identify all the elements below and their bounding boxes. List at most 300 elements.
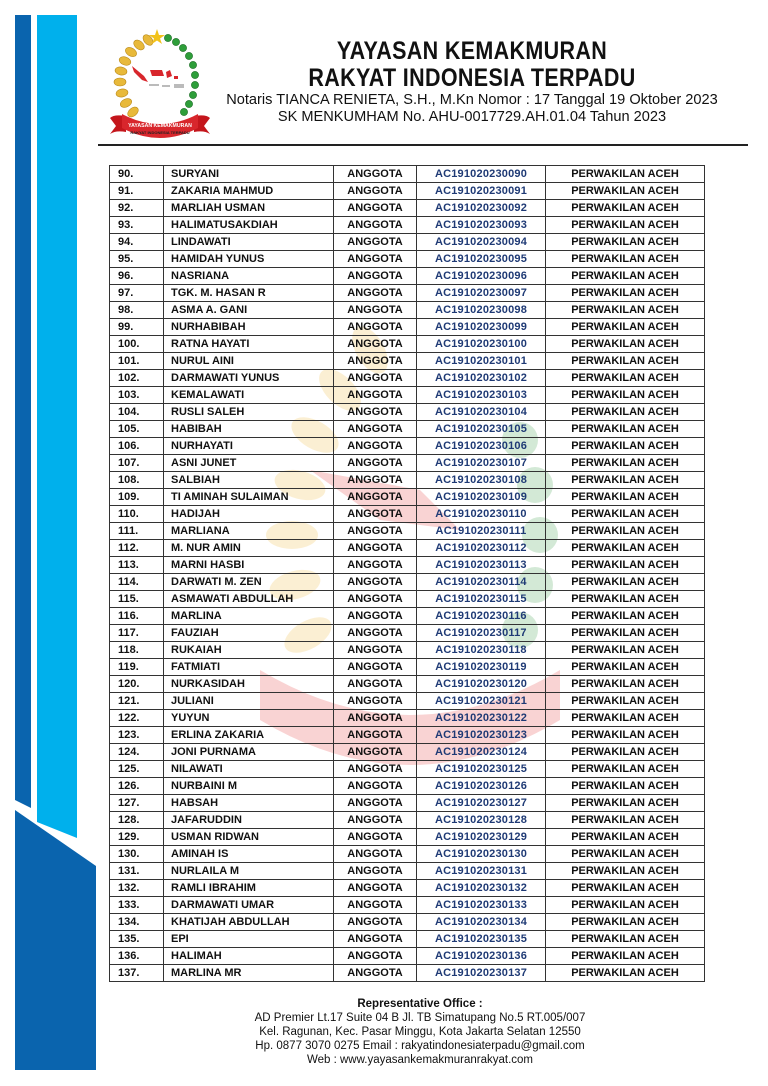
member-role: ANGGOTA bbox=[334, 574, 417, 591]
member-id: AC191020230118 bbox=[417, 642, 546, 659]
member-id: AC191020230124 bbox=[417, 744, 546, 761]
member-region: PERWAKILAN ACEH bbox=[546, 574, 705, 591]
row-number: 137. bbox=[110, 965, 164, 982]
member-id: AC191020230100 bbox=[417, 336, 546, 353]
member-id: AC191020230122 bbox=[417, 710, 546, 727]
table-row bbox=[110, 183, 705, 200]
table-row bbox=[110, 778, 705, 795]
member-role: ANGGOTA bbox=[334, 370, 417, 387]
member-region: PERWAKILAN ACEH bbox=[546, 472, 705, 489]
member-role: ANGGOTA bbox=[334, 693, 417, 710]
member-name: HABIBAH bbox=[164, 421, 334, 438]
member-region: PERWAKILAN ACEH bbox=[546, 659, 705, 676]
member-name: HALIMATUSAKDIAH bbox=[164, 217, 334, 234]
member-region: PERWAKILAN ACEH bbox=[546, 761, 705, 778]
row-number: 128. bbox=[110, 812, 164, 829]
row-number: 101. bbox=[110, 353, 164, 370]
member-role: ANGGOTA bbox=[334, 387, 417, 404]
table-row bbox=[110, 659, 705, 676]
table-row bbox=[110, 880, 705, 897]
table-row bbox=[110, 608, 705, 625]
member-role: ANGGOTA bbox=[334, 438, 417, 455]
table-row bbox=[110, 217, 705, 234]
member-name: DARMAWATI UMAR bbox=[164, 897, 334, 914]
row-number: 127. bbox=[110, 795, 164, 812]
member-region: PERWAKILAN ACEH bbox=[546, 217, 705, 234]
member-id: AC191020230121 bbox=[417, 693, 546, 710]
member-region: PERWAKILAN ACEH bbox=[546, 285, 705, 302]
member-role: ANGGOTA bbox=[334, 489, 417, 506]
member-region: PERWAKILAN ACEH bbox=[546, 302, 705, 319]
row-number: 126. bbox=[110, 778, 164, 795]
member-role: ANGGOTA bbox=[334, 557, 417, 574]
member-name: RUKAIAH bbox=[164, 642, 334, 659]
row-number: 136. bbox=[110, 948, 164, 965]
member-region: PERWAKILAN ACEH bbox=[546, 744, 705, 761]
member-id: AC191020230120 bbox=[417, 676, 546, 693]
member-name: NILAWATI bbox=[164, 761, 334, 778]
row-number: 90. bbox=[110, 166, 164, 183]
member-role: ANGGOTA bbox=[334, 710, 417, 727]
member-region: PERWAKILAN ACEH bbox=[546, 591, 705, 608]
table-row bbox=[110, 506, 705, 523]
row-number: 120. bbox=[110, 676, 164, 693]
member-role: ANGGOTA bbox=[334, 336, 417, 353]
table-row bbox=[110, 863, 705, 880]
member-name: HABSAH bbox=[164, 795, 334, 812]
member-role: ANGGOTA bbox=[334, 795, 417, 812]
member-id: AC191020230129 bbox=[417, 829, 546, 846]
member-region: PERWAKILAN ACEH bbox=[546, 557, 705, 574]
member-id: AC191020230133 bbox=[417, 897, 546, 914]
table-row bbox=[110, 251, 705, 268]
member-name: MARLIAH USMAN bbox=[164, 200, 334, 217]
member-name: MARLIANA bbox=[164, 523, 334, 540]
member-role: ANGGOTA bbox=[334, 523, 417, 540]
row-number: 119. bbox=[110, 659, 164, 676]
member-role: ANGGOTA bbox=[334, 829, 417, 846]
row-number: 124. bbox=[110, 744, 164, 761]
table-row bbox=[110, 370, 705, 387]
row-number: 105. bbox=[110, 421, 164, 438]
member-name: SURYANI bbox=[164, 166, 334, 183]
member-role: ANGGOTA bbox=[334, 880, 417, 897]
member-region: PERWAKILAN ACEH bbox=[546, 931, 705, 948]
member-region: PERWAKILAN ACEH bbox=[546, 608, 705, 625]
table-row bbox=[110, 693, 705, 710]
member-id: AC191020230103 bbox=[417, 387, 546, 404]
row-number: 134. bbox=[110, 914, 164, 931]
member-region: PERWAKILAN ACEH bbox=[546, 489, 705, 506]
member-role: ANGGOTA bbox=[334, 285, 417, 302]
row-number: 103. bbox=[110, 387, 164, 404]
member-id: AC191020230134 bbox=[417, 914, 546, 931]
member-id: AC191020230099 bbox=[417, 319, 546, 336]
member-id: AC191020230136 bbox=[417, 948, 546, 965]
member-name: M. NUR AMIN bbox=[164, 540, 334, 557]
member-region: PERWAKILAN ACEH bbox=[546, 200, 705, 217]
member-name: KHATIJAH ABDULLAH bbox=[164, 914, 334, 931]
member-role: ANGGOTA bbox=[334, 251, 417, 268]
member-id: AC191020230102 bbox=[417, 370, 546, 387]
member-id: AC191020230091 bbox=[417, 183, 546, 200]
foundation-emblem-icon bbox=[104, 26, 216, 142]
member-role: ANGGOTA bbox=[334, 608, 417, 625]
table-row bbox=[110, 472, 705, 489]
table-row bbox=[110, 319, 705, 336]
table-row bbox=[110, 846, 705, 863]
table-row bbox=[110, 540, 705, 557]
table-row bbox=[110, 404, 705, 421]
row-number: 108. bbox=[110, 472, 164, 489]
table-row bbox=[110, 166, 705, 183]
table-row bbox=[110, 557, 705, 574]
row-number: 109. bbox=[110, 489, 164, 506]
member-name: NURHAYATI bbox=[164, 438, 334, 455]
member-name: MARLINA bbox=[164, 608, 334, 625]
member-name: DARMAWATI YUNUS bbox=[164, 370, 334, 387]
row-number: 93. bbox=[110, 217, 164, 234]
member-region: PERWAKILAN ACEH bbox=[546, 166, 705, 183]
row-number: 113. bbox=[110, 557, 164, 574]
member-region: PERWAKILAN ACEH bbox=[546, 251, 705, 268]
member-id: AC191020230097 bbox=[417, 285, 546, 302]
member-id: AC191020230128 bbox=[417, 812, 546, 829]
member-name: NURHABIBAH bbox=[164, 319, 334, 336]
member-name: NURLAILA M bbox=[164, 863, 334, 880]
table-row bbox=[110, 625, 705, 642]
member-region: PERWAKILAN ACEH bbox=[546, 948, 705, 965]
member-name: MARLINA MR bbox=[164, 965, 334, 982]
member-role: ANGGOTA bbox=[334, 472, 417, 489]
member-id: AC191020230131 bbox=[417, 863, 546, 880]
table-row bbox=[110, 948, 705, 965]
row-number: 115. bbox=[110, 591, 164, 608]
svg-text:YAYASAN KEMAKMURAN: YAYASAN KEMAKMURAN bbox=[128, 123, 192, 129]
row-number: 133. bbox=[110, 897, 164, 914]
member-region: PERWAKILAN ACEH bbox=[546, 880, 705, 897]
member-role: ANGGOTA bbox=[334, 625, 417, 642]
member-id: AC191020230092 bbox=[417, 200, 546, 217]
member-role: ANGGOTA bbox=[334, 183, 417, 200]
row-number: 121. bbox=[110, 693, 164, 710]
member-name: FAUZIAH bbox=[164, 625, 334, 642]
member-id: AC191020230125 bbox=[417, 761, 546, 778]
member-name: JONI PURNAMA bbox=[164, 744, 334, 761]
row-number: 132. bbox=[110, 880, 164, 897]
member-region: PERWAKILAN ACEH bbox=[546, 778, 705, 795]
member-name: NURBAINI M bbox=[164, 778, 334, 795]
org-name-line2: RAKYAT INDONESIA TERPADU bbox=[308, 64, 636, 92]
row-number: 106. bbox=[110, 438, 164, 455]
member-region: PERWAKILAN ACEH bbox=[546, 625, 705, 642]
member-name: JULIANI bbox=[164, 693, 334, 710]
letterhead-header bbox=[222, 38, 722, 126]
member-id: AC191020230112 bbox=[417, 540, 546, 557]
member-table bbox=[109, 165, 705, 982]
row-number: 123. bbox=[110, 727, 164, 744]
member-id: AC191020230126 bbox=[417, 778, 546, 795]
table-row bbox=[110, 523, 705, 540]
member-id: AC191020230096 bbox=[417, 268, 546, 285]
member-role: ANGGOTA bbox=[334, 676, 417, 693]
member-id: AC191020230130 bbox=[417, 846, 546, 863]
member-id: AC191020230115 bbox=[417, 591, 546, 608]
row-number: 91. bbox=[110, 183, 164, 200]
member-region: PERWAKILAN ACEH bbox=[546, 523, 705, 540]
member-role: ANGGOTA bbox=[334, 234, 417, 251]
member-region: PERWAKILAN ACEH bbox=[546, 183, 705, 200]
member-role: ANGGOTA bbox=[334, 591, 417, 608]
row-number: 131. bbox=[110, 863, 164, 880]
table-row bbox=[110, 710, 705, 727]
footer-title: Representative Office : bbox=[357, 998, 483, 1010]
table-row bbox=[110, 744, 705, 761]
row-number: 99. bbox=[110, 319, 164, 336]
table-row bbox=[110, 642, 705, 659]
member-role: ANGGOTA bbox=[334, 931, 417, 948]
member-region: PERWAKILAN ACEH bbox=[546, 336, 705, 353]
row-number: 118. bbox=[110, 642, 164, 659]
row-number: 112. bbox=[110, 540, 164, 557]
row-number: 97. bbox=[110, 285, 164, 302]
member-region: PERWAKILAN ACEH bbox=[546, 829, 705, 846]
row-number: 100. bbox=[110, 336, 164, 353]
member-role: ANGGOTA bbox=[334, 897, 417, 914]
member-id: AC191020230108 bbox=[417, 472, 546, 489]
member-region: PERWAKILAN ACEH bbox=[546, 693, 705, 710]
table-row bbox=[110, 489, 705, 506]
member-name: AMINAH IS bbox=[164, 846, 334, 863]
member-role: ANGGOTA bbox=[334, 404, 417, 421]
member-role: ANGGOTA bbox=[334, 914, 417, 931]
member-name: RUSLI SALEH bbox=[164, 404, 334, 421]
member-region: PERWAKILAN ACEH bbox=[546, 404, 705, 421]
member-role: ANGGOTA bbox=[334, 642, 417, 659]
table-row bbox=[110, 302, 705, 319]
member-id: AC191020230107 bbox=[417, 455, 546, 472]
member-name: NASRIANA bbox=[164, 268, 334, 285]
member-role: ANGGOTA bbox=[334, 302, 417, 319]
member-name: FATMIATI bbox=[164, 659, 334, 676]
member-id: AC191020230132 bbox=[417, 880, 546, 897]
member-region: PERWAKILAN ACEH bbox=[546, 642, 705, 659]
member-role: ANGGOTA bbox=[334, 506, 417, 523]
member-name: TI AMINAH SULAIMAN bbox=[164, 489, 334, 506]
member-name: HAMIDAH YUNUS bbox=[164, 251, 334, 268]
member-role: ANGGOTA bbox=[334, 421, 417, 438]
member-name: USMAN RIDWAN bbox=[164, 829, 334, 846]
member-region: PERWAKILAN ACEH bbox=[546, 421, 705, 438]
row-number: 107. bbox=[110, 455, 164, 472]
member-name: RAMLI IBRAHIM bbox=[164, 880, 334, 897]
row-number: 125. bbox=[110, 761, 164, 778]
member-region: PERWAKILAN ACEH bbox=[546, 846, 705, 863]
member-id: AC191020230127 bbox=[417, 795, 546, 812]
table-row bbox=[110, 353, 705, 370]
member-id: AC191020230114 bbox=[417, 574, 546, 591]
row-number: 110. bbox=[110, 506, 164, 523]
table-row bbox=[110, 812, 705, 829]
row-number: 94. bbox=[110, 234, 164, 251]
member-role: ANGGOTA bbox=[334, 812, 417, 829]
member-role: ANGGOTA bbox=[334, 353, 417, 370]
member-name: ASNI JUNET bbox=[164, 455, 334, 472]
member-role: ANGGOTA bbox=[334, 166, 417, 183]
header-divider bbox=[98, 144, 748, 146]
member-region: PERWAKILAN ACEH bbox=[546, 387, 705, 404]
org-name-line1: YAYASAN KEMAKMURAN bbox=[336, 37, 608, 65]
table-row bbox=[110, 438, 705, 455]
row-number: 104. bbox=[110, 404, 164, 421]
member-region: PERWAKILAN ACEH bbox=[546, 319, 705, 336]
table-row bbox=[110, 387, 705, 404]
member-id: AC191020230109 bbox=[417, 489, 546, 506]
table-row bbox=[110, 268, 705, 285]
member-role: ANGGOTA bbox=[334, 659, 417, 676]
member-id: AC191020230113 bbox=[417, 557, 546, 574]
member-region: PERWAKILAN ACEH bbox=[546, 268, 705, 285]
member-name: ASMAWATI ABDULLAH bbox=[164, 591, 334, 608]
member-region: PERWAKILAN ACEH bbox=[546, 812, 705, 829]
member-role: ANGGOTA bbox=[334, 965, 417, 982]
table-row bbox=[110, 829, 705, 846]
member-region: PERWAKILAN ACEH bbox=[546, 965, 705, 982]
member-name: DARWATI M. ZEN bbox=[164, 574, 334, 591]
member-region: PERWAKILAN ACEH bbox=[546, 540, 705, 557]
table-row bbox=[110, 965, 705, 982]
table-row bbox=[110, 336, 705, 353]
member-region: PERWAKILAN ACEH bbox=[546, 914, 705, 931]
table-row bbox=[110, 574, 705, 591]
table-row bbox=[110, 727, 705, 744]
member-region: PERWAKILAN ACEH bbox=[546, 897, 705, 914]
row-number: 96. bbox=[110, 268, 164, 285]
row-number: 95. bbox=[110, 251, 164, 268]
member-region: PERWAKILAN ACEH bbox=[546, 676, 705, 693]
member-region: PERWAKILAN ACEH bbox=[546, 863, 705, 880]
table-row bbox=[110, 285, 705, 302]
member-role: ANGGOTA bbox=[334, 846, 417, 863]
member-role: ANGGOTA bbox=[334, 863, 417, 880]
member-region: PERWAKILAN ACEH bbox=[546, 795, 705, 812]
member-role: ANGGOTA bbox=[334, 761, 417, 778]
member-role: ANGGOTA bbox=[334, 778, 417, 795]
member-name: ZAKARIA MAHMUD bbox=[164, 183, 334, 200]
table-row bbox=[110, 200, 705, 217]
member-id: AC191020230106 bbox=[417, 438, 546, 455]
member-id: AC191020230137 bbox=[417, 965, 546, 982]
member-name: KEMALAWATI bbox=[164, 387, 334, 404]
member-role: ANGGOTA bbox=[334, 200, 417, 217]
member-role: ANGGOTA bbox=[334, 455, 417, 472]
letterhead-footer bbox=[220, 997, 620, 1067]
member-id: AC191020230116 bbox=[417, 608, 546, 625]
member-id: AC191020230119 bbox=[417, 659, 546, 676]
member-id: AC191020230094 bbox=[417, 234, 546, 251]
table-row bbox=[110, 795, 705, 812]
row-number: 122. bbox=[110, 710, 164, 727]
table-row bbox=[110, 931, 705, 948]
member-region: PERWAKILAN ACEH bbox=[546, 370, 705, 387]
member-name: LINDAWATI bbox=[164, 234, 334, 251]
member-name: ASMA A. GANI bbox=[164, 302, 334, 319]
member-name: RATNA HAYATI bbox=[164, 336, 334, 353]
row-number: 114. bbox=[110, 574, 164, 591]
row-number: 129. bbox=[110, 829, 164, 846]
member-name: ERLINA ZAKARIA bbox=[164, 727, 334, 744]
member-name: SALBIAH bbox=[164, 472, 334, 489]
member-region: PERWAKILAN ACEH bbox=[546, 455, 705, 472]
member-region: PERWAKILAN ACEH bbox=[546, 353, 705, 370]
member-id: AC191020230135 bbox=[417, 931, 546, 948]
member-name: JAFARUDDIN bbox=[164, 812, 334, 829]
member-name: HALIMAH bbox=[164, 948, 334, 965]
table-row bbox=[110, 761, 705, 778]
member-id: AC191020230095 bbox=[417, 251, 546, 268]
member-role: ANGGOTA bbox=[334, 217, 417, 234]
row-number: 98. bbox=[110, 302, 164, 319]
member-role: ANGGOTA bbox=[334, 948, 417, 965]
footer-web-line: Web : www.yayasankemakmuranrakyat.com bbox=[306, 1054, 534, 1066]
row-number: 116. bbox=[110, 608, 164, 625]
member-id: AC191020230105 bbox=[417, 421, 546, 438]
svg-text:RAKYAT INDONESIA TERPADU: RAKYAT INDONESIA TERPADU bbox=[130, 130, 190, 135]
table-row bbox=[110, 676, 705, 693]
member-region: PERWAKILAN ACEH bbox=[546, 438, 705, 455]
member-name: YUYUN bbox=[164, 710, 334, 727]
footer-contact-line: Hp. 0877 3070 0275 Email : rakyatindonesiaterpadu@gmail.com bbox=[255, 1040, 585, 1052]
member-role: ANGGOTA bbox=[334, 319, 417, 336]
member-role: ANGGOTA bbox=[334, 744, 417, 761]
member-id: AC191020230111 bbox=[417, 523, 546, 540]
member-id: AC191020230098 bbox=[417, 302, 546, 319]
member-name: TGK. M. HASAN R bbox=[164, 285, 334, 302]
member-id: AC191020230104 bbox=[417, 404, 546, 421]
table-row bbox=[110, 897, 705, 914]
table-row bbox=[110, 914, 705, 931]
member-name: EPI bbox=[164, 931, 334, 948]
member-name: NURUL AINI bbox=[164, 353, 334, 370]
footer-address-line2: Kel. Ragunan, Kec. Pasar Minggu, Kota Jakarta Selatan 12550 bbox=[259, 1026, 581, 1038]
table-row bbox=[110, 591, 705, 608]
row-number: 117. bbox=[110, 625, 164, 642]
footer-address-line1: AD Premier Lt.17 Suite 04 B Jl. TB Simatupang No.5 RT.005/007 bbox=[254, 1012, 586, 1024]
member-name: NURKASIDAH bbox=[164, 676, 334, 693]
row-number: 102. bbox=[110, 370, 164, 387]
row-number: 111. bbox=[110, 523, 164, 540]
member-region: PERWAKILAN ACEH bbox=[546, 506, 705, 523]
row-number: 92. bbox=[110, 200, 164, 217]
member-region: PERWAKILAN ACEH bbox=[546, 710, 705, 727]
member-role: ANGGOTA bbox=[334, 268, 417, 285]
member-name: HADIJAH bbox=[164, 506, 334, 523]
member-id: AC191020230117 bbox=[417, 625, 546, 642]
table-row bbox=[110, 421, 705, 438]
member-id: AC191020230123 bbox=[417, 727, 546, 744]
row-number: 130. bbox=[110, 846, 164, 863]
row-number: 135. bbox=[110, 931, 164, 948]
member-id: AC191020230110 bbox=[417, 506, 546, 523]
member-id: AC191020230090 bbox=[417, 166, 546, 183]
table-row bbox=[110, 455, 705, 472]
member-id: AC191020230101 bbox=[417, 353, 546, 370]
sk-line: SK MENKUMHAM No. AHU-0017729.AH.01.04 Tahun 2023 bbox=[277, 109, 667, 125]
member-role: ANGGOTA bbox=[334, 727, 417, 744]
member-region: PERWAKILAN ACEH bbox=[546, 234, 705, 251]
letterhead-side-bars bbox=[0, 0, 110, 1086]
member-name: MARNI HASBI bbox=[164, 557, 334, 574]
